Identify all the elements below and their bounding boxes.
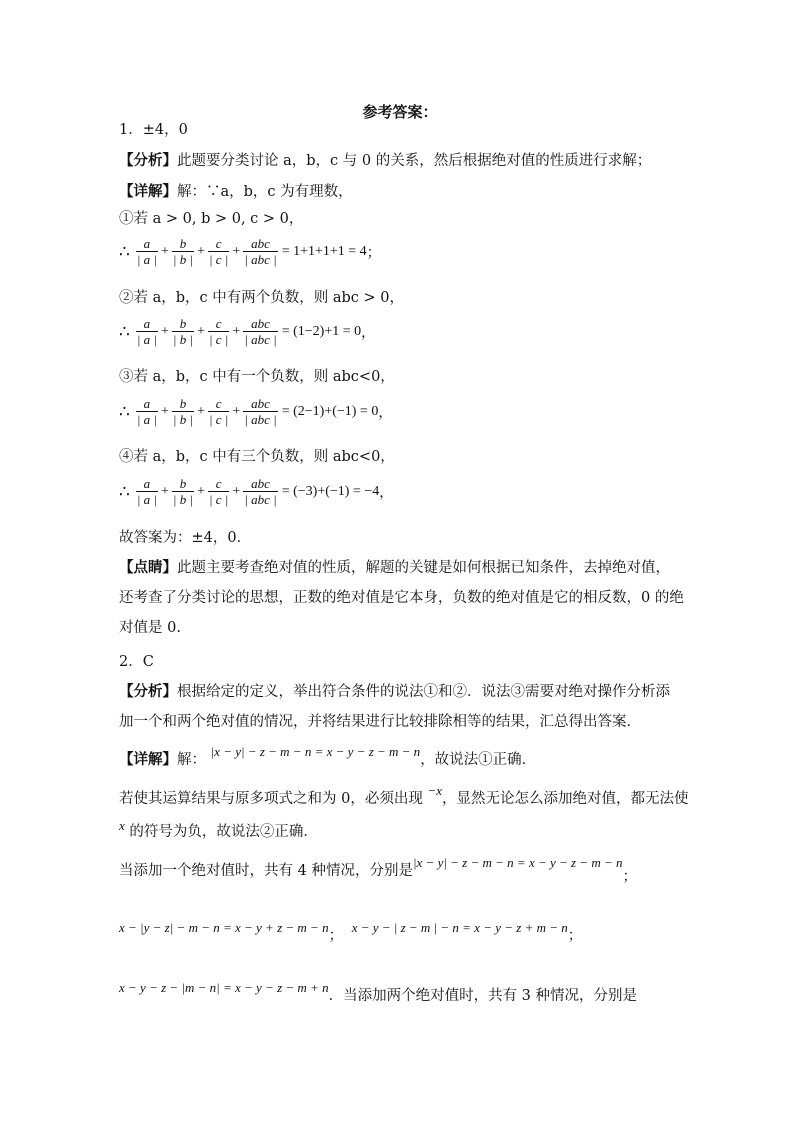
fraction-a [136,316,158,347]
math-equation: x − y − z − |m − n| = x − y − z − m + n [119,980,329,995]
plus-sign: + [160,243,169,259]
comment-text: 此题主要考查绝对值的性质，解题的关键是如何根据已知条件，去掉绝对值，还考查了分类讨论的思想，正数的绝对值是它本身，负数的绝对值是它的相反数，0 的绝对值是 0. [119,560,684,636]
comment-tag: 【点睛】 [119,560,177,576]
numerator: c [215,236,222,251]
q1-detail [119,182,353,202]
q1-comment [119,553,684,643]
q1-conclusion: 故答案为：±4，0． [119,530,252,546]
math-equation: x − y − | z − m | − n = x − y − z + m − n [351,920,568,935]
denominator: | a | [136,332,157,347]
numerator: a [143,316,151,331]
denominator: | a | [136,492,157,507]
punctuation: ； [567,928,583,944]
plus-sign: + [197,243,205,259]
q2-paragraph-3 [119,855,638,885]
analysis-text: 根据给定的定义，举出符合条件的说法①和②．说法③需要对绝对操作分析添加一个和两个绝对值的情况，并将结果进行比较排除相等的结果，汇总得出答案． [119,684,670,730]
numerator: b [179,396,187,411]
q2-row-2 [119,978,638,1004]
fraction-c [208,396,229,427]
fraction-b [172,316,194,347]
q1-case-4: ④若 a，b，c 中有三个负数，则 abc<0， [119,449,395,465]
para-text: ．当添加两个绝对值时，共有 3 种情况，分别是 [328,988,638,1004]
denominator: | abc | [244,412,277,427]
plus-sign: + [197,403,205,419]
numerator: c [215,476,222,491]
punctuation: ， [378,404,393,421]
q2-row-1 [119,918,583,944]
punctuation: ； [622,869,638,885]
therefore-symbol: ∴ [119,481,130,502]
fraction-c [208,316,229,347]
q2-paragraph-2 [119,818,318,842]
q1-case-2: ②若 a，b，c 中有两个负数，则 abc > 0， [119,290,405,306]
denominator: | b | [172,332,194,347]
denominator: | c | [208,412,229,427]
q2-analysis [119,677,684,737]
denominator: | abc | [244,332,277,347]
detail-tag: 【详解】 [119,184,177,200]
analysis-tag: 【分析】 [119,153,177,169]
para-text: 当添加一个绝对值时，共有 4 种情况，分别是 [119,863,413,879]
fraction-b [172,236,194,267]
detail-text: 解：∵a，b，c 为有理数， [177,184,353,200]
equation-rhs: = 1+1+1+1 = 4 [281,243,367,259]
math-equation: |x − y| − z − m − n = x − y − z − m − n [412,855,623,870]
q1-case-3: ③若 a，b，c 中有一个负数，则 abc<0， [119,369,395,385]
numerator: abc [251,236,270,251]
fraction-abc [243,396,277,427]
analysis-tag: 【分析】 [119,684,177,700]
fraction-abc [243,476,277,507]
punctuation: ； [328,928,344,944]
therefore-symbol: ∴ [119,401,130,422]
punctuation: ， [379,484,394,501]
q1-header: 1．±4，0 [119,122,188,138]
q1-equation-1 [119,236,381,267]
plus-sign: + [160,483,169,499]
detail-tail: ，故说法①正确． [420,752,537,768]
fraction-b [172,476,194,507]
equation-rhs: = (2−1)+(−1) = 0 [281,403,379,419]
plus-sign: + [232,483,241,499]
q2-header: 2．C [119,654,154,670]
denominator: | b | [172,252,194,267]
numerator: c [215,396,222,411]
denominator: | abc | [244,492,277,507]
q1-equation-3 [119,396,392,427]
q2-detail [119,744,537,770]
numerator: b [179,316,187,331]
plus-sign: + [160,403,169,419]
q1-equation-2 [119,316,375,347]
fraction-c [208,236,229,267]
para-text: 若使其运算结果与原多项式之和为 0，必须出现 [119,791,428,807]
numerator: c [215,316,222,331]
therefore-symbol: ∴ [119,241,130,262]
plus-sign: + [232,243,241,259]
plus-sign: + [232,323,241,339]
para-text: ，显然无论怎么添加绝对值，都无法使 [442,791,689,807]
therefore-symbol: ∴ [119,321,130,342]
math-x: x [119,818,125,833]
numerator: b [179,476,187,491]
numerator: b [179,236,187,251]
numerator: a [143,396,151,411]
analysis-text: 此题要分类讨论 a，b，c 与 0 的关系，然后根据绝对值的性质进行求解； [177,153,652,169]
page-title: 参考答案： [362,103,438,121]
denominator: | a | [136,412,157,427]
q2-paragraph-1 [119,783,689,809]
detail-tag: 【详解】 [119,752,177,768]
math-neg-x: −x [427,783,442,798]
fraction-a [136,476,158,507]
punctuation: ， [361,324,376,341]
denominator: | b | [172,492,194,507]
plus-sign: + [197,323,205,339]
denominator: | c | [208,332,229,347]
para-text: 的符号为负，故说法②正确． [124,824,318,840]
fraction-a [136,236,158,267]
numerator: a [143,476,151,491]
plus-sign: + [197,483,205,499]
equation-rhs: = (1−2)+1 = 0 [281,323,362,339]
plus-sign: + [160,323,169,339]
numerator: a [143,236,151,251]
fraction-abc [243,236,277,267]
numerator: abc [251,316,270,331]
q1-analysis [119,151,651,171]
denominator: | c | [208,252,229,267]
detail-equation: |x − y| − z − m − n = x − y − z − m − n [210,744,421,759]
denominator: | b | [172,412,194,427]
equation-rhs: = (−3)+(−1) = −4 [281,483,380,499]
denominator: | abc | [244,252,277,267]
denominator: | c | [208,492,229,507]
fraction-b [172,396,194,427]
denominator: | a | [136,252,157,267]
fraction-c [208,476,229,507]
numerator: abc [251,396,270,411]
q1-case-1: ①若 a > 0, b > 0, c > 0， [119,211,304,227]
punctuation: ； [366,244,381,261]
detail-lead: 解： [177,752,206,768]
plus-sign: + [232,403,241,419]
math-equation: x − |y − z| − m − n = x − y + z − m − n [119,920,329,935]
fraction-abc [243,316,277,347]
fraction-a [136,396,158,427]
q1-equation-4 [119,476,393,507]
numerator: abc [251,476,270,491]
